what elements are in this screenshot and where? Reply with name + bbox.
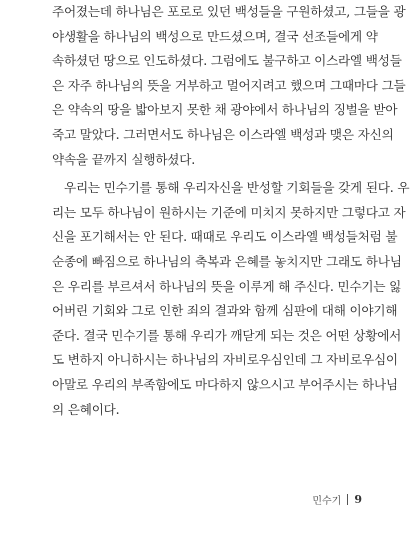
text-line: 도 변하지 아니하시는 하나님의 자비로우심인데 그 자비로우심이	[52, 352, 398, 368]
text-line: 의 은혜이다.	[52, 401, 120, 417]
page-number: 9	[354, 493, 362, 506]
text-line: 아말로 우리의 부족함에도 마다하지 않으시고 부어주시는 하나님	[52, 376, 398, 392]
text-line: 은 우리를 부르셔서 하나님의 뜻을 이루게 해 주신다. 민수기는 잃	[52, 278, 402, 294]
text-line: 순종에 빠짐으로 하나님의 축복과 은혜를 놓치지만 그래도 하나님	[52, 253, 402, 269]
footer-divider	[347, 494, 348, 505]
text-line: 신을 포기해서는 안 된다. 때때로 우리도 이스라엘 백성들처럼 불	[52, 229, 398, 245]
running-title: 민수기	[312, 496, 342, 507]
text-line: 리는 모두 하나님이 원하시는 기준에 미치지 못하지만 그렇다고 자	[52, 204, 406, 220]
text-line: 은 약속의 땅을 밟아보지 못한 채 광야에서 하나님의 징벌을 받아	[52, 102, 398, 118]
paragraph-2	[52, 176, 410, 422]
text-line: 약속을 끝까지 실행하셨다.	[52, 151, 196, 167]
text-line: 야생활을 하나님의 백성으로 만드셨으며, 결국 선조들에게 약	[52, 28, 378, 44]
text-line: 어버린 기회와 그로 인한 죄의 결과와 함께 심판에 대해 이야기해	[52, 303, 398, 319]
page-footer	[312, 492, 362, 507]
paragraph-1	[52, 0, 406, 172]
text-line: 속하셨던 땅으로 인도하셨다. 그럼에도 불구하고 이스라엘 백성들	[52, 53, 402, 69]
text-line: 은 자주 하나님의 뜻을 거부하고 멀어지려고 했으며 그때마다 그들	[52, 77, 406, 93]
text-line: 주어졌는데 하나님은 포로로 있던 백성들을 구원하셨고, 그들을 광	[52, 4, 406, 19]
text-line: 죽고 말았다. 그러면서도 하나님은 이스라엘 백성과 맺은 자신의	[52, 126, 394, 142]
text-line: 우리는 민수기를 통해 우리자신을 반성할 기회들을 갖게 된다. 우	[64, 180, 410, 196]
text-line: 준다. 결국 민수기를 통해 우리가 깨닫게 되는 것은 어떤 상황에서	[52, 327, 402, 343]
body-text	[52, 0, 410, 422]
